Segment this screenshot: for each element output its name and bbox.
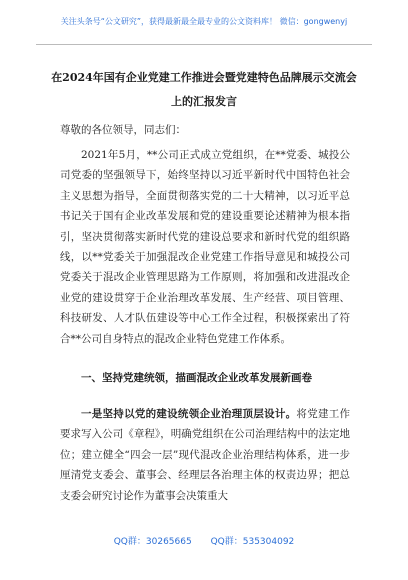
document-title: 在2024年国有企业党建工作推进会暨党建特色品牌展示交流会上的汇报发言 [51,71,357,108]
footer [0,534,408,547]
salutation: 尊敬的各位领导，同志们： [60,124,186,136]
footer-qq-group-1[interactable]: QQ群：30265665 [113,537,192,547]
section-heading-1: 一、坚持党建统领，描画混改企业改革发展新画卷 [81,372,312,384]
paragraph-intro: 2021年5月，**公司正式成立党组织，在**党委、城投公司党委的坚强领导下，始终坚持以习近平新时代中国特色社会主义思想为指导，全面贯彻落实党的二十大精神，以习近平总书记关于国有企业改革发展和党的建设重要论述精神为根本指引，坚决贯彻落实新时代党的建设总要求和新时代党的组织路线，以**党委关于加强混改企业党建工作指导意见和城投公司党委关于混改企业管理思路为工作原则，将加强和改进混改企业党的建设贯穿于企业治理改革发展、生产经营、项目管理、科技研发、人才队伍建设等中心工作全过程，积极探索出了符合**公司自身特点的混改企业特色党建工作体系。 [60,149,350,345]
footer-qq-group-2[interactable]: QQ群：535304092 [210,537,295,547]
paragraph-body: 将党建工作要求写入公司《章程》，明确党组织在公司治理结构中的法定地位；建立健全“四会一层”现代混改企业治理结构体系，进一步厘清党支委会、董事会、经理层各治理主体的权责边界；把总支委会研究讨论作为董事会决策重大 [60,408,351,502]
paragraph-point-1 [60,404,350,506]
banner-divider [36,44,372,45]
top-banner-link[interactable]: 关注头条号“公文研究”，获得最新最全最专业的公文资料库！ 微信：gongwenyj [60,17,348,26]
paragraph-lead: 一是坚持以党的建设统领企业治理顶层设计。 [81,408,297,420]
